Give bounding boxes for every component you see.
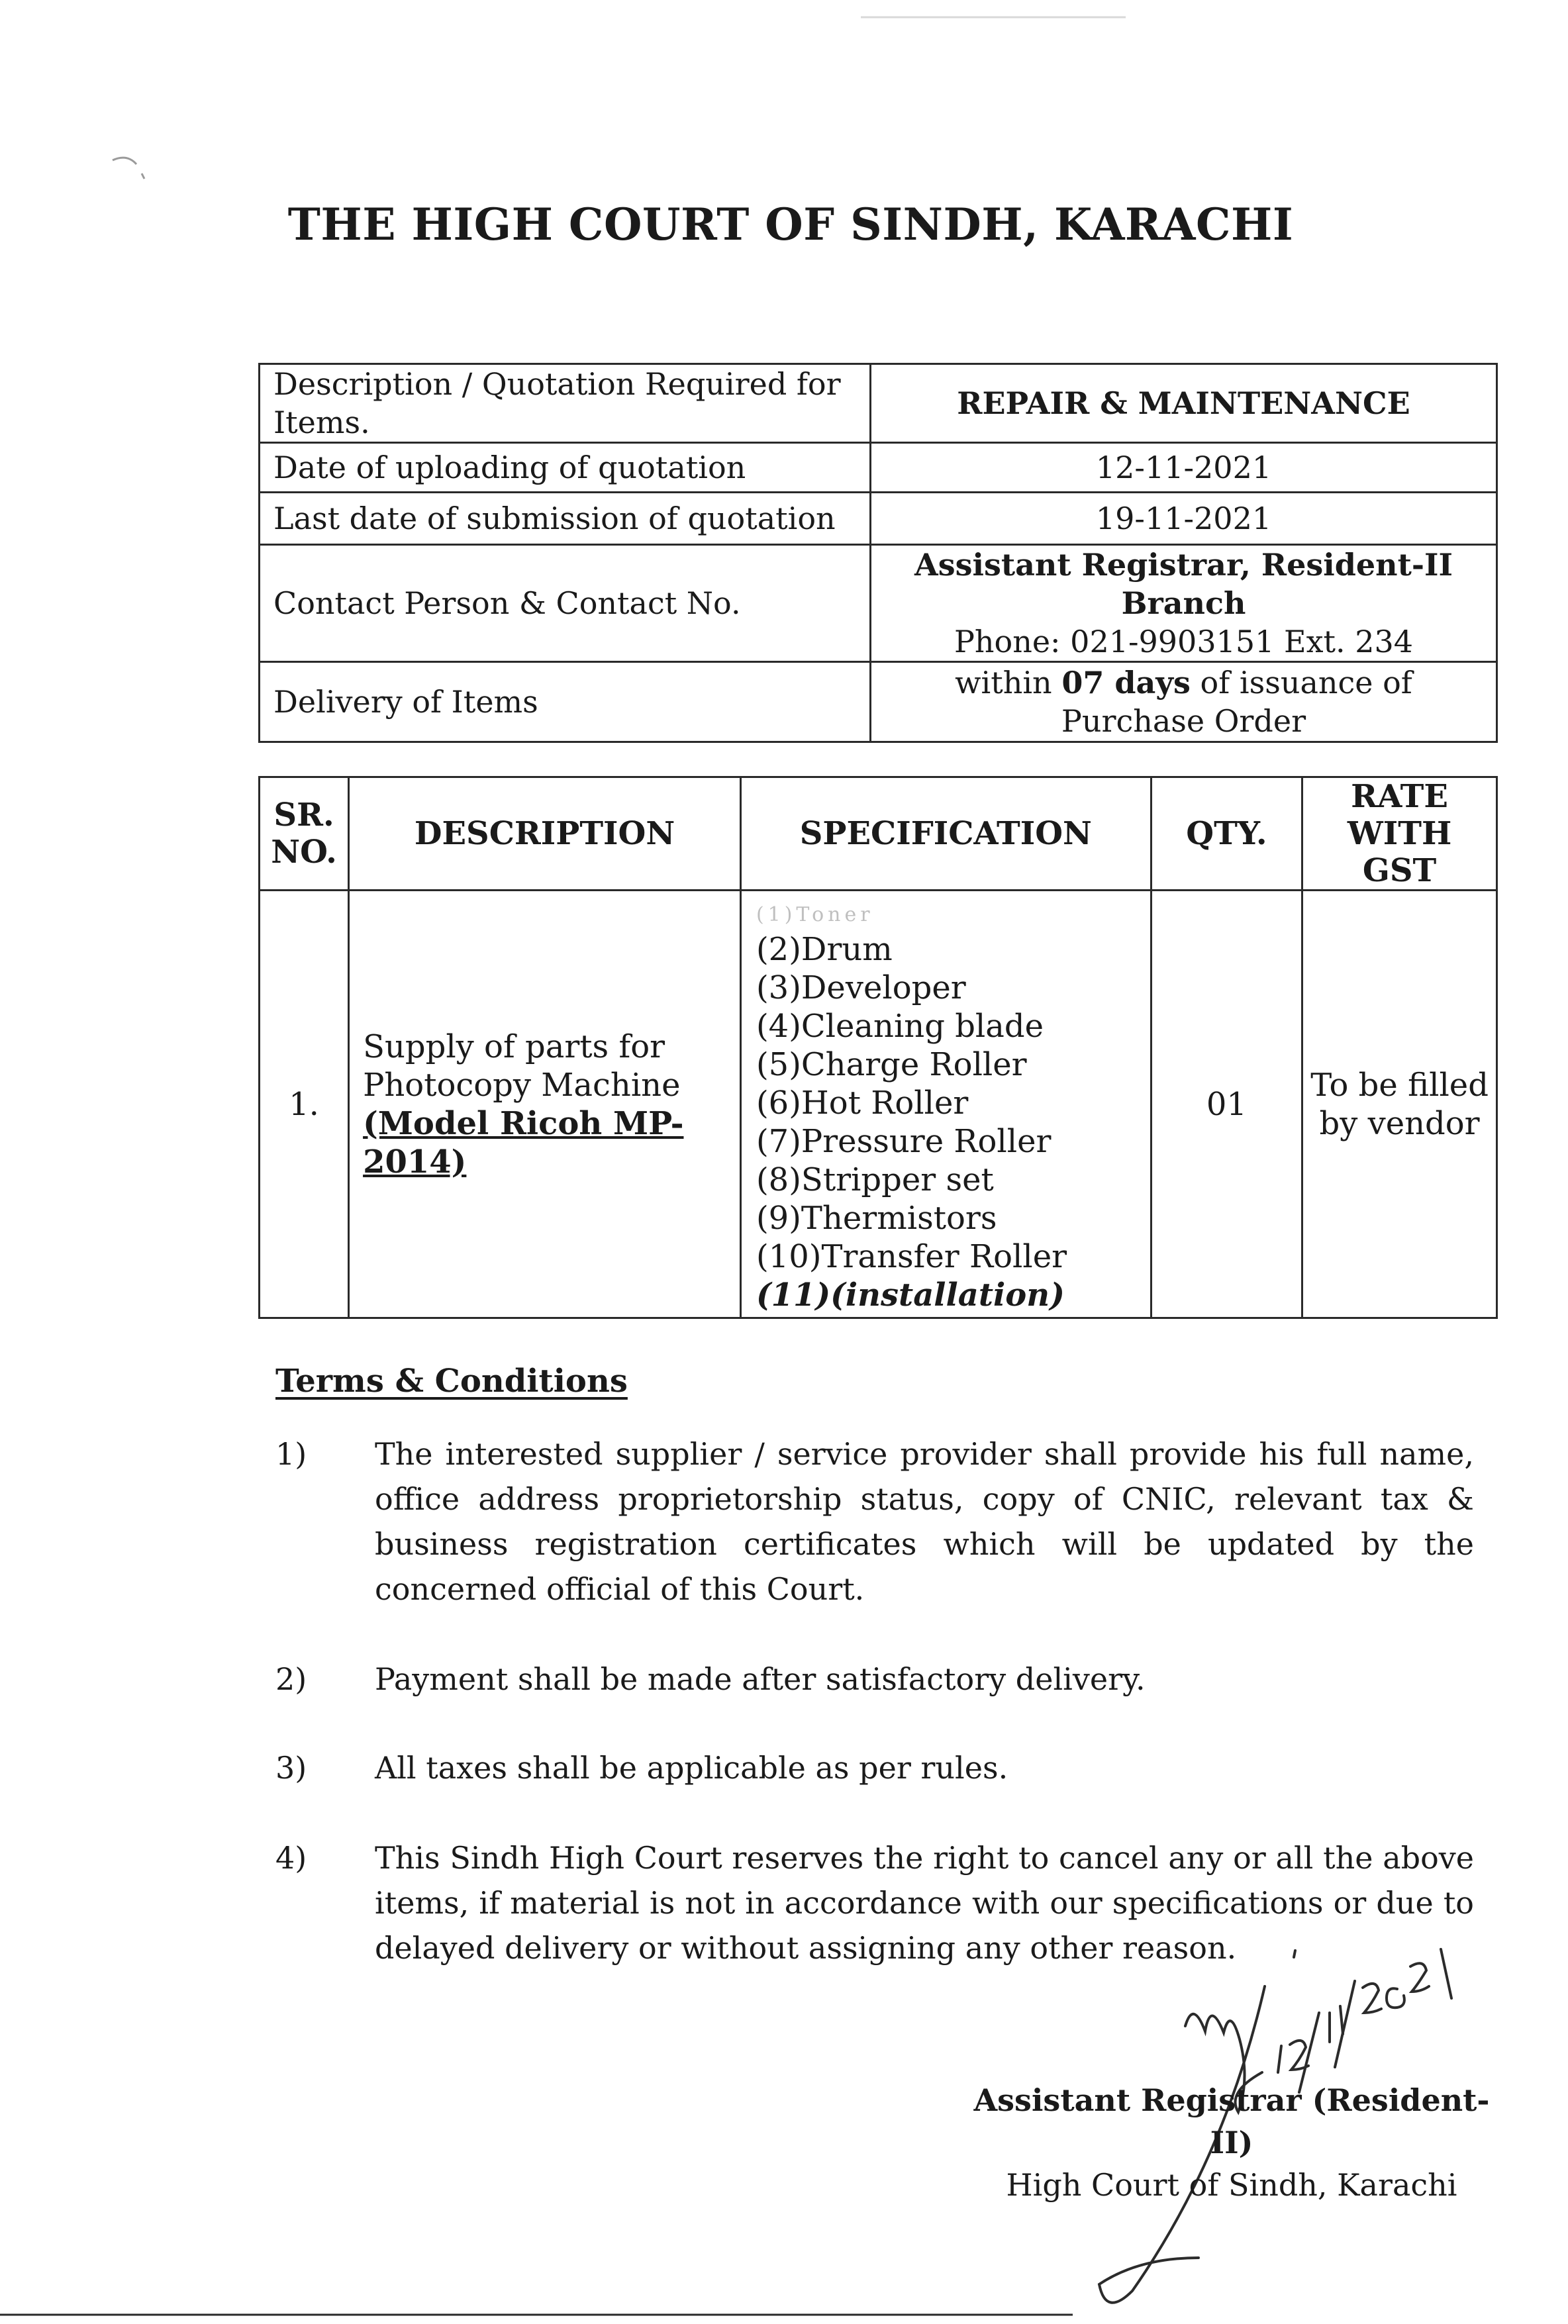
info-value: 19-11-2021	[871, 493, 1497, 545]
header-specification: SPECIFICATION	[740, 777, 1151, 891]
header-qty: QTY.	[1151, 777, 1302, 891]
info-label: Contact Person & Contact No.	[260, 545, 871, 662]
signatory-office: High Court of Sindh, Karachi	[1006, 2167, 1457, 2203]
info-value: within 07 days of issuance of Purchase Order	[871, 662, 1497, 742]
spec-line: (8)Stripper set	[756, 1161, 994, 1198]
spec-line: (3)Developer	[756, 969, 966, 1006]
info-value: 12-11-2021	[871, 443, 1497, 493]
term-text: This Sindh High Court reserves the right to cancel any or all the above items, if material is not in accordance with our specifications or due to delayed delivery or without assigning any other reason.	[375, 1840, 1474, 1966]
spec-line: (2)Drum	[756, 931, 893, 968]
spec-line: (7)Pressure Roller	[756, 1123, 1052, 1160]
info-label: Description / Quotation Required for Items.	[260, 364, 871, 443]
contact-person: Assistant Registrar, Resident-II Branch	[914, 547, 1453, 621]
signatory-title: Assistant Registrar (Resident-II)	[973, 2082, 1490, 2160]
header-sr-no: SR. NO.	[260, 777, 349, 891]
spec-line: (9)Thermistors	[756, 1200, 997, 1237]
header-description: DESCRIPTION	[349, 777, 741, 891]
spec-line: (4)Cleaning blade	[756, 1008, 1044, 1045]
scan-speck	[113, 158, 144, 179]
contact-phone: Phone: 021-9903151 Ext. 234	[954, 624, 1414, 659]
page-title: THE HIGH COURT OF SINDH, KARACHI	[287, 199, 1294, 250]
term-number: 3)	[275, 1750, 307, 1786]
term-number: 4)	[275, 1840, 307, 1876]
handwritten-date	[1278, 1949, 1451, 2092]
item-description: Supply of parts for Photocopy Machine (Model Ricoh MP-2014)	[349, 891, 741, 1318]
term-text: All taxes shall be applicable as per rules.	[375, 1750, 1008, 1786]
item-rate: To be filled by vendor	[1302, 891, 1497, 1318]
term-text: Payment shall be made after satisfactory delivery.	[375, 1661, 1146, 1697]
item-sr-no: 1.	[260, 891, 349, 1318]
info-value: REPAIR & MAINTENANCE	[871, 364, 1497, 443]
item-model: (Model Ricoh MP-2014)	[363, 1104, 684, 1181]
spec-faded-line: (1)Toner	[756, 903, 874, 926]
terms-heading: Terms & Conditions	[275, 1363, 628, 1400]
spec-installation: (11)(installation)	[756, 1277, 1065, 1314]
spec-line: (5)Charge Roller	[756, 1046, 1027, 1083]
item-qty: 01	[1151, 891, 1302, 1318]
info-label: Delivery of Items	[260, 662, 871, 742]
spec-line: (6)Hot Roller	[756, 1085, 969, 1122]
info-label: Last date of submission of quotation	[260, 493, 871, 545]
signature-block	[973, 2079, 1490, 2206]
term-number: 1)	[275, 1436, 307, 1472]
term-number: 2)	[275, 1661, 307, 1697]
term-text: The interested supplier / service provider shall provide his full name, office address proprietorship status, copy of CNIC, relevant tax & business registration certificates which will be updated by the concerned official of this Court.	[375, 1436, 1474, 1607]
spec-line: (10)Transfer Roller	[756, 1238, 1067, 1275]
info-label: Date of uploading of quotation	[260, 443, 871, 493]
header-rate: RATE WITH GST	[1302, 777, 1497, 891]
